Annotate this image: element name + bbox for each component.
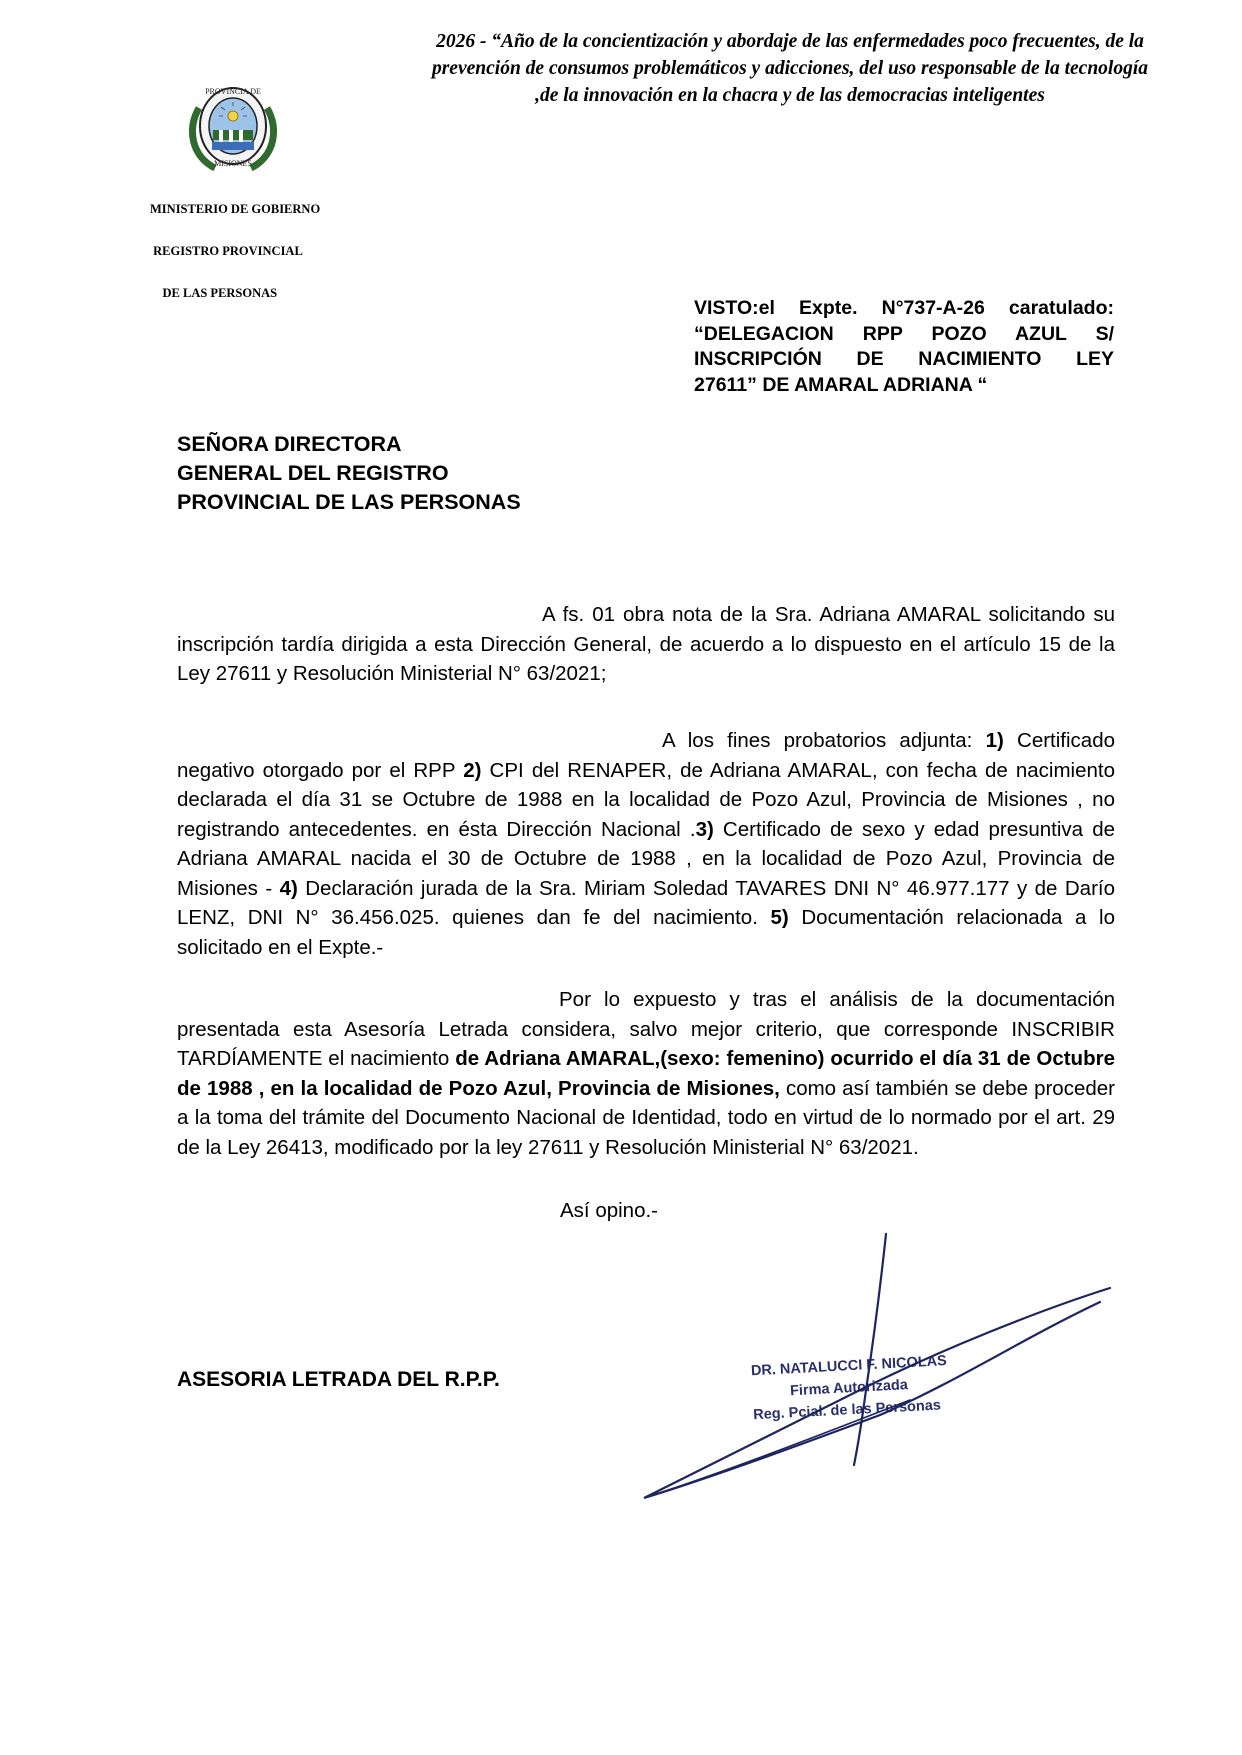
evidence-item: CPI del RENAPER, de Adriana AMARAL, con fecha de nacimiento declarada el día 31 se Octubre de 1988 en la localidad de Pozo Azul, Provincia de Misiones , no registrando antecedentes. en ésta Dirección Nacional . [177,758,1115,841]
ministry-heading [150,174,320,314]
evidence-number: 2) [463,758,482,782]
stamp-line: Reg. Pcial. de las Personas [752,1397,942,1424]
paragraph-request [177,600,1115,689]
ministry-line: DE LAS PERSONAS [150,286,278,300]
conclusion-bold-text: de Adriana AMARAL,(sexo: femenino) ocurrido el día 31 de Octubre de 1988 , en la localidad de Pozo Azul, Provincia de Misiones, [177,1047,1115,1100]
paragraph-conclusion [177,985,1115,1162]
visto-line: 27611” DE AMARAL ADRIANA “ [694,373,988,396]
addressee-line: GENERAL DEL REGISTRO [177,461,449,485]
addressee-line: PROVINCIAL DE LAS PERSONAS [177,490,521,514]
visto-line: “DELEGACION RPP POZO AZUL S/ [694,322,1114,345]
evidence-number: 4) [279,876,298,900]
signoff-office: ASESORIA LETRADA DEL R.P.P. [177,1368,500,1391]
closing-remark: Así opino.- [560,1199,658,1222]
crest-top-text: PROVINCIA DE [205,87,261,96]
paragraph-evidence [177,726,1115,962]
addressee-block [177,430,521,517]
evidence-number: 1) [985,729,1004,752]
crest-bottom-text: MISIONES [214,159,252,168]
year-motto: 2026 - “Año de la concientización y abordaje de las enfermedades poco frecuentes, de la prevención de consumos problemáticos y adicciones, del uso responsable de la tecnología ,de la innovación en la chacra y de las democracias inteligentes [431,31,1149,106]
conclusion-text: Por lo expuesto y tras el análisis de la documentación presentada esta Asesoría Letrada considera, salvo mejor criterio, que corresponde INSCRIBIR TARDÍAMENTE el nacimiento [177,988,1115,1070]
evidence-intro: A los fines probatorios adjunta: [662,729,986,752]
evidence-item: Documentación relacionada a lo solicitado en el Expte.- [177,906,1115,959]
conclusion-text: como así también se debe proceder a la toma del trámite del Documento Nacional de Identidad, todo en virtud de lo normado por el art. 29 de la Ley 26413, modificado por la ley 27611 y Resolución Ministerial N° 63/2021. [177,1076,1115,1159]
visto-block [694,296,1114,398]
stamp-line: DR. NATALUCCI F. NICOLAS [750,1353,948,1380]
evidence-item: Declaración jurada de la Sra. Miriam Soledad TAVARES DNI N° 46.977.177 y de Darío LENZ, DNI N° 36.456.025. quienes dan fe del nacimiento. [177,876,1115,929]
handwritten-signature [640,1230,1120,1510]
visto-line: VISTO:el Expte. N°737-A-26 caratulado: [694,297,1114,319]
evidence-number: 3) [695,817,714,841]
ministry-line: REGISTRO PROVINCIAL [150,244,303,258]
visto-line: INSCRIPCIÓN DE NACIMIENTO LEY [694,348,1114,370]
paragraph-text: A fs. 01 obra nota de la Sra. Adriana AMARAL solicitando su inscripción tardía dirigida a esta Dirección General, de acuerdo a lo dispuesto en el artículo 15 de la Ley 27611 y Resolución Ministerial N° 63/2021; [177,603,1115,685]
evidence-item: Certificado de sexo y edad presuntiva de Adriana AMARAL nacida el 30 de Octubre de 1988 , en la localidad de Pozo Azul, Provincia de Misiones - [177,817,1115,900]
addressee-line: SEÑORA DIRECTORA [177,432,402,456]
stamp-line: Firma Autorizada [789,1377,909,1400]
coat-of-arms-crest [185,78,281,174]
ministry-line: MINISTERIO DE GOBIERNO [150,202,321,216]
evidence-item: Certificado negativo otorgado por el RPP [177,729,1115,782]
evidence-number: 5) [770,906,789,929]
